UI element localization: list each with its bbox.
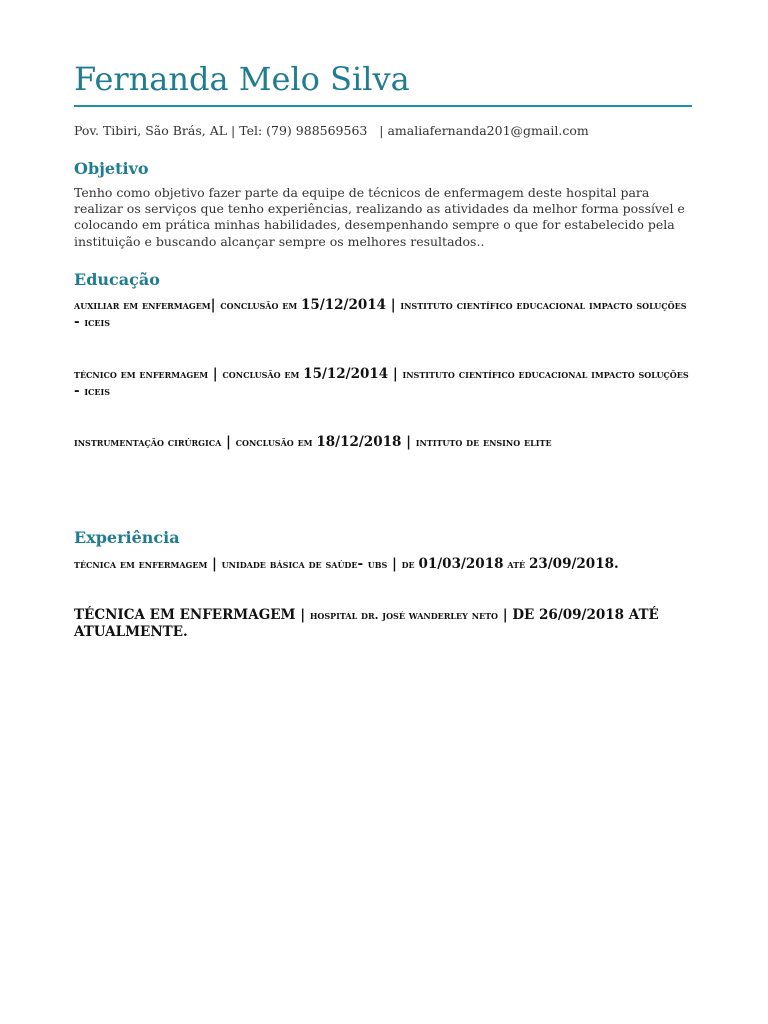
experience-place: hospital dr. josé wanderley neto bbox=[309, 609, 499, 622]
separator: | bbox=[207, 556, 222, 572]
experience-place: unidade básica de saúde bbox=[221, 558, 358, 571]
experience-to-date: 23/09/2018. bbox=[528, 556, 619, 572]
experience-to-label: até bbox=[503, 558, 529, 571]
education-date: 15/12/2014 bbox=[301, 297, 387, 313]
separator: | bbox=[295, 607, 310, 623]
separator: - bbox=[357, 556, 368, 572]
education-entry bbox=[74, 434, 694, 451]
experience-entry bbox=[74, 607, 694, 641]
experience-entry bbox=[74, 556, 694, 573]
education-institution-suffix: iceis bbox=[84, 385, 111, 398]
contact-line bbox=[74, 123, 589, 138]
experience-role: técnica em enfermagem bbox=[74, 558, 208, 571]
experience-heading: Experiência bbox=[74, 528, 180, 547]
resume-name: Fernanda Melo Silva bbox=[74, 60, 410, 98]
contact-email[interactable]: amaliafernanda201@gmail.com bbox=[387, 123, 589, 138]
education-date: 18/12/2018 bbox=[316, 434, 402, 450]
education-date-label: conclusão em bbox=[220, 299, 302, 312]
separator: - bbox=[74, 314, 85, 330]
separator: | bbox=[498, 607, 513, 623]
separator: | bbox=[208, 366, 223, 382]
objective-text: Tenho como objetivo fazer parte da equipe de técnicos de enfermagem deste hospital para realizar os serviços que tenho experiências, realizando as atividades da melhor forma possível e colocando em prática minhas habilidades, desempenhando sempre o que for estabelecido pela instituição e buscando alcançar sempre os melhores resultados.. bbox=[74, 185, 685, 249]
contact-separator: | bbox=[367, 123, 388, 138]
experience-from-label: de bbox=[401, 558, 419, 571]
contact-phone: Tel: (79) 988569563 bbox=[239, 123, 368, 138]
separator: | bbox=[387, 556, 402, 572]
education-entry bbox=[74, 297, 694, 331]
separator: | bbox=[401, 434, 416, 450]
separator: | bbox=[221, 434, 236, 450]
education-institution: instituto científico educacional impacto soluções bbox=[402, 368, 689, 381]
education-institution: intituto de ensino elite bbox=[415, 436, 552, 449]
education-course: técnico em enfermagem bbox=[74, 368, 209, 381]
header-divider bbox=[74, 105, 692, 107]
contact-address: Pov. Tibiri, São Brás, AL bbox=[74, 123, 228, 138]
separator: | bbox=[386, 297, 401, 313]
separator: | bbox=[388, 366, 403, 382]
education-course: instrumentação cirúrgica bbox=[74, 436, 222, 449]
education-date: 15/12/2014 bbox=[303, 366, 389, 382]
experience-period: DE 26/09/2018 ATÉ ATUALMENTE. bbox=[74, 607, 659, 640]
education-date-label: conclusão em bbox=[222, 368, 304, 381]
contact-separator: | bbox=[227, 123, 240, 138]
education-course: auxiliar em enfermagem bbox=[74, 299, 211, 312]
experience-role: TÉCNICA EM ENFERMAGEM bbox=[74, 607, 296, 623]
objective-heading: Objetivo bbox=[74, 159, 149, 178]
education-entry bbox=[74, 366, 694, 400]
education-institution-suffix: iceis bbox=[84, 316, 111, 329]
education-heading: Educação bbox=[74, 270, 160, 289]
separator: | bbox=[210, 297, 221, 313]
education-institution: instituto científico educacional impacto soluções bbox=[400, 299, 687, 312]
education-date-label: conclusão em bbox=[235, 436, 317, 449]
separator: - bbox=[74, 383, 85, 399]
experience-from-date: 01/03/2018 bbox=[418, 556, 504, 572]
experience-place-abbr: ubs bbox=[367, 558, 388, 571]
